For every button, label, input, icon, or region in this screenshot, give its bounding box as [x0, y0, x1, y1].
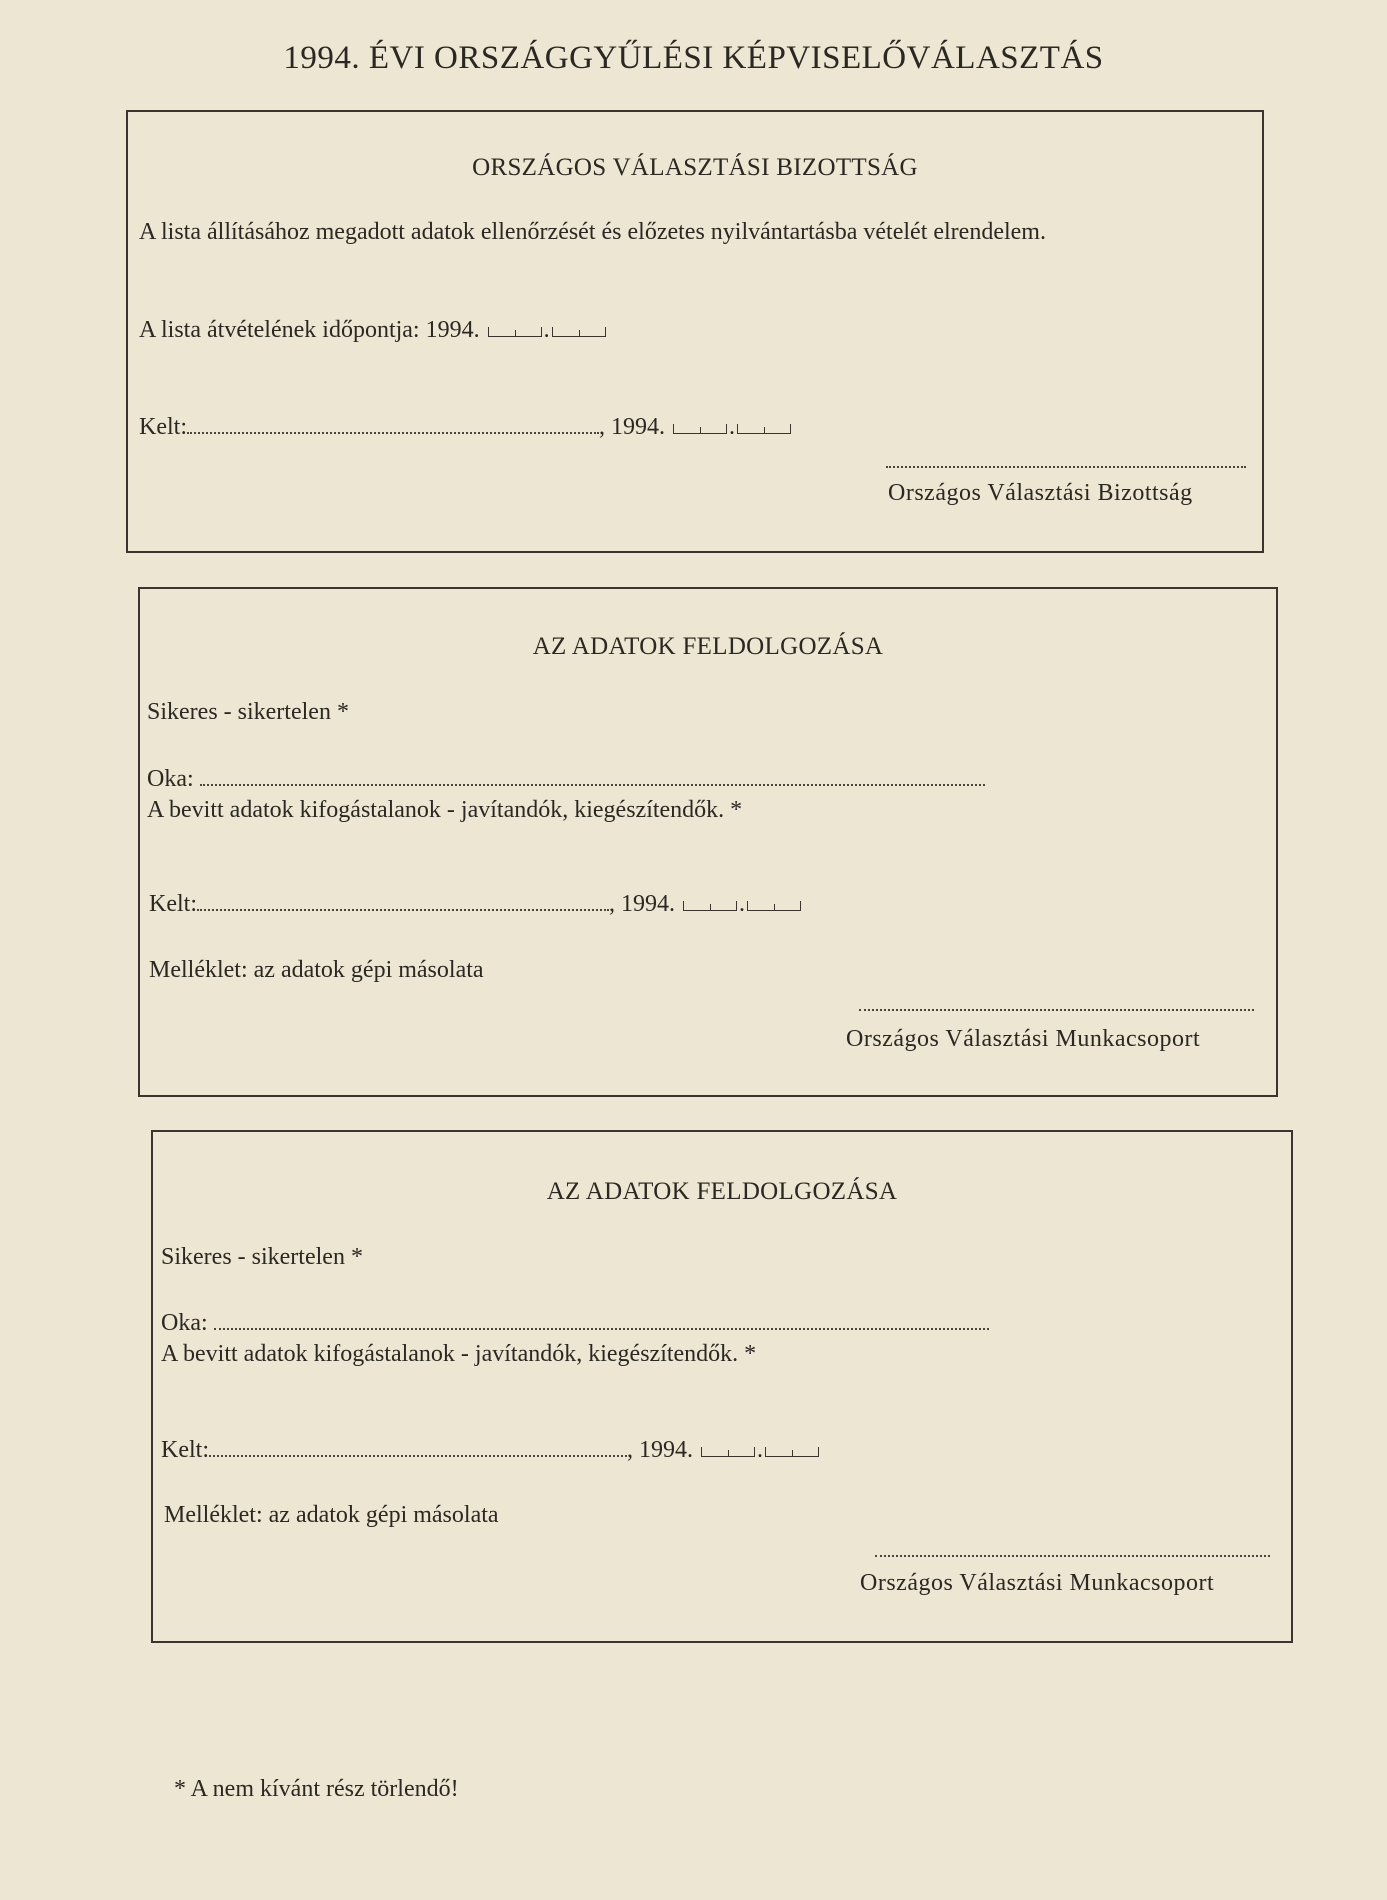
day-field[interactable]	[765, 1447, 819, 1457]
data-status-line[interactable]: A bevitt adatok kifogástalanok - javítandók, kiegészítendők. *	[147, 797, 743, 823]
commission-order-text: A lista állításához megadott adatok ellenőrzését és előzetes nyilvántartásba vételét elrendelem.	[139, 219, 1046, 245]
processing-box	[138, 587, 1278, 1097]
processing-heading: AZ ADATOK FELDOLGOZÁSA	[532, 633, 884, 660]
reason-label: Oka:	[147, 766, 194, 792]
day-field[interactable]	[747, 901, 801, 911]
signature-line[interactable]	[859, 1009, 1254, 1011]
commission-heading: ORSZÁGOS VÁLASZTÁSI BIZOTTSÁG	[472, 154, 918, 181]
commission-box	[126, 110, 1264, 553]
reason-field[interactable]	[200, 767, 985, 786]
month-field[interactable]	[673, 424, 727, 434]
page-title: 1994. ÉVI ORSZÁGGYŰLÉSI KÉPVISELŐVÁLASZTÁS	[283, 40, 1104, 76]
kelt-year: , 1994.	[609, 891, 675, 917]
day-field[interactable]	[737, 424, 791, 434]
kelt-label: Kelt:	[149, 891, 197, 917]
commission-kelt-row: Kelt: , 1994. .	[139, 414, 793, 441]
month-field[interactable]	[701, 1447, 755, 1457]
processing-signature-label: Országos Választási Munkacsoport	[860, 1570, 1215, 1596]
kelt-year: , 1994.	[599, 414, 665, 440]
commission-signature-label: Országos Választási Bizottság	[888, 480, 1193, 506]
footnote: * A nem kívánt rész törlendő!	[174, 1776, 459, 1802]
kelt-label: Kelt:	[139, 414, 187, 440]
reason-field[interactable]	[214, 1311, 989, 1330]
processing-signature-label: Országos Választási Munkacsoport	[846, 1026, 1201, 1052]
day-field[interactable]	[552, 327, 606, 337]
receipt-date-row: A lista átvételének időpontja: 1994. .	[139, 317, 608, 344]
receipt-label: A lista átvételének időpontja: 1994.	[139, 317, 480, 343]
processing-heading: AZ ADATOK FELDOLGOZÁSA	[546, 1178, 898, 1205]
place-field[interactable]	[209, 1438, 627, 1457]
reason-row	[161, 1310, 989, 1337]
month-field[interactable]	[683, 901, 737, 911]
processing-kelt-row: Kelt: , 1994. .	[149, 891, 803, 918]
kelt-year: , 1994.	[627, 1437, 693, 1463]
attachment-note: Melléklet: az adatok gépi másolata	[164, 1502, 499, 1528]
processing-box	[151, 1130, 1293, 1643]
signature-line[interactable]	[875, 1555, 1270, 1557]
signature-line[interactable]	[886, 466, 1246, 468]
status-line[interactable]: Sikeres - sikertelen *	[161, 1244, 363, 1270]
reason-label: Oka:	[161, 1310, 208, 1336]
kelt-label: Kelt:	[161, 1437, 209, 1463]
processing-kelt-row: Kelt: , 1994. .	[161, 1437, 821, 1464]
status-line[interactable]: Sikeres - sikertelen *	[147, 699, 349, 725]
month-field[interactable]	[488, 327, 542, 337]
place-field[interactable]	[187, 415, 599, 434]
reason-row	[147, 766, 985, 793]
data-status-line[interactable]: A bevitt adatok kifogástalanok - javítandók, kiegészítendők. *	[161, 1341, 757, 1367]
attachment-note: Melléklet: az adatok gépi másolata	[149, 957, 484, 983]
place-field[interactable]	[197, 892, 609, 911]
